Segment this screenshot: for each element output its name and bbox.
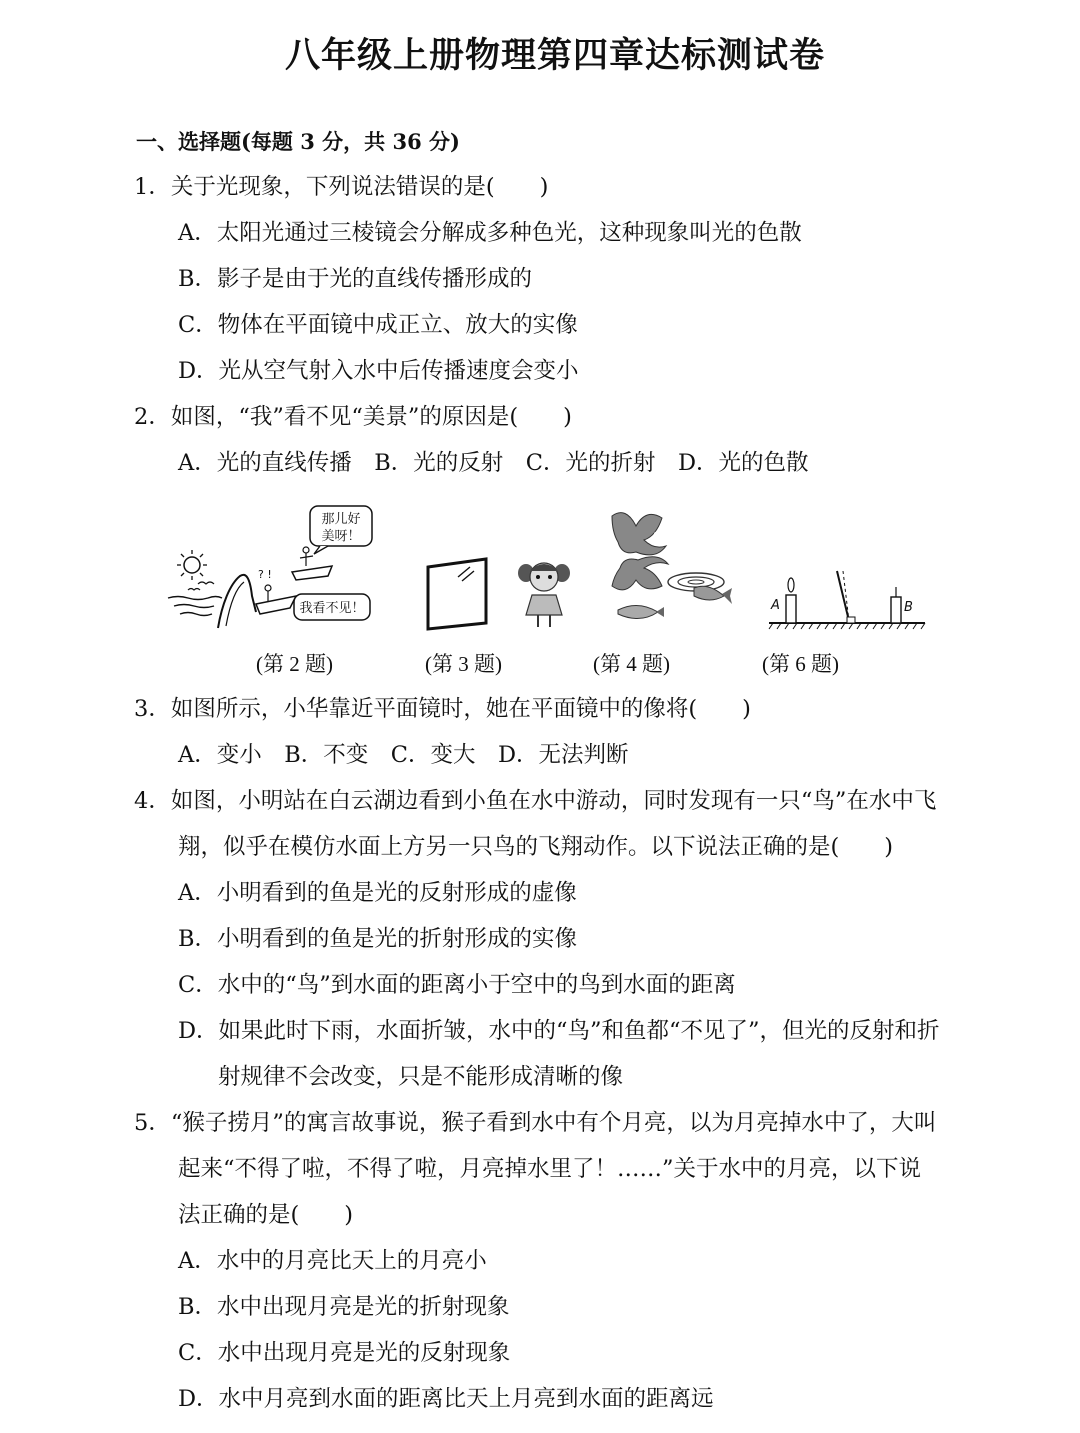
question-1-option-a: A．太阳光通过三棱镜会分解成多种色光，这种现象叫光的色散 [178, 220, 802, 246]
question-4-option-c: C．水中的“鸟”到水面的距离小于空中的鸟到水面的距离 [178, 972, 736, 998]
figure-4-illustration [598, 500, 738, 635]
figure-6-illustration [765, 565, 930, 635]
figure-6-label-a: A [771, 598, 780, 613]
question-5-option-b: B．水中出现月亮是光的折射现象 [178, 1294, 510, 1320]
question-5-stem-line-2: 起来“不得了啦，不得了啦，月亮掉水里了！……”关于水中的月亮，以下说 [178, 1156, 922, 1182]
question-2-stem: 2．如图，“我”看不见“美景”的原因是( ) [134, 404, 572, 430]
question-4-option-a: A．小明看到的鱼是光的反射形成的虚像 [178, 880, 577, 906]
figure-6-label-b: B [904, 600, 913, 615]
question-4-option-d-line-2: 射规律不会改变，只是不能形成清晰的像 [218, 1064, 624, 1090]
question-1-stem: 1．关于光现象，下列说法错误的是( ) [134, 174, 549, 200]
figure-2-bubble-top-line-1: 那儿好 [321, 512, 361, 527]
figure-2-illustration [160, 500, 390, 635]
question-5-stem-line-1: 5．“猴子捞月”的寓言故事说，猴子看到水中有个月亮，以为月亮掉水中了，大叫 [134, 1110, 937, 1136]
figure-4-caption: (第 4 题) [593, 652, 670, 676]
question-3-stem: 3．如图所示，小华靠近平面镜时，她在平面镜中的像将( ) [134, 696, 751, 722]
page-title: 八年级上册物理第四章达标测试卷 [284, 35, 825, 76]
question-5-option-d: D．水中月亮到水面的距离比天上月亮到水面的距离远 [178, 1386, 714, 1412]
figure-2-caption: (第 2 题) [256, 652, 333, 676]
question-1-option-d: D．光从空气射入水中后传播速度会变小 [178, 358, 579, 384]
figure-2-bubble-top-line-2: 美呀！ [321, 529, 361, 544]
question-3-options: A．变小 B．不变 C．变大 D．无法判断 [178, 742, 629, 768]
question-5-option-a: A．水中的月亮比天上的月亮小 [178, 1248, 487, 1274]
question-1-option-b: B．影子是由于光的直线传播形成的 [178, 266, 533, 292]
figure-3-caption: (第 3 题) [425, 652, 502, 676]
figure-3-illustration [418, 555, 583, 635]
question-1-option-c: C．物体在平面镜中成正立、放大的实像 [178, 312, 578, 338]
question-4-stem-line-1: 4．如图，小明站在白云湖边看到小鱼在水中游动，同时发现有一只“鸟”在水中飞 [134, 788, 937, 814]
figure-2-marks: ? ! [258, 568, 272, 581]
question-2-options: A．光的直线传播 B．光的反射 C．光的折射 D．光的色散 [178, 450, 809, 476]
figure-2-bubble-bottom: 我看不见！ [299, 601, 365, 616]
question-5-stem-line-3: 法正确的是( ) [178, 1202, 354, 1228]
question-4-option-b: B．小明看到的鱼是光的折射形成的实像 [178, 926, 578, 952]
question-4-stem-line-2: 翔，似乎在模仿水面上方另一只鸟的飞翔动作。以下说法正确的是( ) [178, 834, 894, 860]
question-4-option-d-line-1: D．如果此时下雨，水面折皱，水中的“鸟”和鱼都“不见了”，但光的反射和折 [178, 1018, 940, 1044]
section-heading: 一、选择题(每题 3 分，共 36 分) [136, 129, 460, 154]
question-5-option-c: C．水中出现月亮是光的反射现象 [178, 1340, 511, 1366]
figure-6-caption: (第 6 题) [762, 652, 839, 676]
